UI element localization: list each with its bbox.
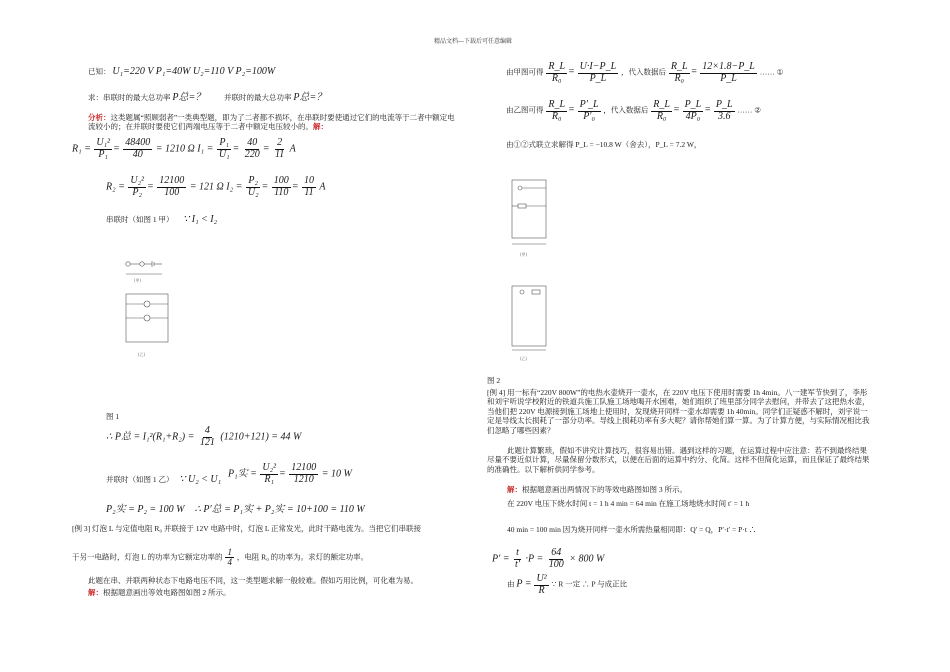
series-label: 串联时（如图 1 甲） xyxy=(106,215,174,224)
eq-ptotal: ∴ P′总 = P₁实 + P₂实 = 10+100 = 110 W xyxy=(194,504,365,515)
example-4-text xyxy=(487,388,873,435)
right-line-1: 由甲图可得 $\frac{R\_L}{\text{R₀}}$ = $\frac{U\cdot I-P\_L}{P\_L}$ ，代入数据后 $\frac{R\_L}{\text{R₀}}$ = $\frac{12\times 1.8-P\_L}{P\_L}$ …… ① xyxy=(506,61,784,84)
parallel-label: 并联时（如图 1 乙） xyxy=(106,475,174,484)
eq-p1-rhs: = 10 W xyxy=(321,468,352,480)
time-line-2: 40 min = 100 min 因为烧开同样一壶水所需热量相同即：Q′ = Q，P′·t′ = P·t ∴ xyxy=(507,525,757,534)
r-line1-b: ，代入数据后 xyxy=(621,67,667,77)
ex3-solution-text: 根据题意画出等效电路图如图 2 所示。 xyxy=(103,588,231,597)
eq-p1-lhs: P₁实 = xyxy=(228,468,257,480)
eq-r2-unit: A xyxy=(319,181,326,193)
frac-rl-r0-a: $\frac{R\_L}{\text{R₀}}$ xyxy=(548,61,566,84)
frac-12100-1210: $\frac{12100}{1210}$ xyxy=(291,462,317,485)
right-line-3: 由①②式联立求解得 P_L = −10.8 W（舍去），P_L = 7.2 W， xyxy=(506,140,702,149)
eq-series-lhs: ∴ P总 = I₁²(R₁+R₂) = xyxy=(106,431,195,443)
example-4-paragraph-2: 此题计算繁琐，假如不讲究计算技巧，很容易出错。遇到这样的习题，在运算过程中应注意：若不到最终结果尽量不要近似计算，尽量保留分数形式，以便在后面的运算中约分、化简。这样不但简化运算，而且保证了最终结果的准确性。以下解析供同学参考。 xyxy=(487,446,870,474)
eq-r1-unit: A xyxy=(289,143,296,155)
ex4-solution-text: 根据题意画出两情况下的等效电路图如图 3 所示。 xyxy=(522,485,687,494)
svg-text:(乙): (乙) xyxy=(520,356,528,361)
frac-p2-u2: $\frac{\text{P₂}}{\text{U₂}}$ xyxy=(247,175,259,198)
frac-rl-r0-d: $\frac{R\_L}{\text{R₀}}$ xyxy=(653,99,670,122)
frac-pl-4p0: $\frac{P\_L}{\text{4P₀}}$ xyxy=(684,99,702,122)
parallel-line xyxy=(106,474,221,487)
frac-12100-100: $\frac{12100}{100}$ xyxy=(159,175,185,198)
example-3-analysis: 此题在串、并联两种状态下电路电压不同，这一类型题求解一般较难。假如巧用比例，可化难为易。 xyxy=(88,576,418,585)
eq-r1-lhs: R₁ = xyxy=(72,143,91,155)
example-3-solution xyxy=(88,588,231,597)
equation-p1-actual: P₁实 = $\frac{\text{U₂²}}{\text{R₁}}$ = $\frac{12100}{1210}$ = 10 W xyxy=(228,462,352,485)
figure-2-caption: 图 2 xyxy=(487,376,501,385)
eq-r2-mid: = 121 Ω I₂ = xyxy=(189,181,243,193)
analysis-text: 这类题属“照顾弱者”一类典型题，即为了二者都不损坏，在串联时要使通过它们的电流等于二者中额定电流较小的；在并联时要使它们两端电压等于二者中额定电压较小的。 xyxy=(88,113,455,132)
frac-u1sq-p1: $\frac{\text{U₁²}}{\text{P₁}}$ xyxy=(96,137,111,160)
frac-data-pl: $\frac{12\times 1.8-P\_L}{P\_L}$ xyxy=(702,61,755,84)
svg-text:(甲): (甲) xyxy=(134,278,142,283)
series-line xyxy=(106,214,217,227)
known-line xyxy=(88,66,275,79)
frac-u2-r: $\frac{\text{U²}}{R}$ xyxy=(536,573,547,596)
svg-text:(甲): (甲) xyxy=(520,252,528,257)
frac-p1-u1: $\frac{\text{P₁}}{\text{U₁}}$ xyxy=(218,137,230,160)
last-line-sym: P = xyxy=(516,578,532,590)
series-condition: ∵ I₁ < I₂ xyxy=(182,214,218,225)
frac-100-110: $\frac{100}{110}$ xyxy=(273,175,289,198)
r-line2-a: 由乙图可得 xyxy=(506,105,544,115)
r-line2-b: ，代入数据后 xyxy=(603,105,649,115)
eq-r2-lhs: R₂ = xyxy=(106,181,125,193)
ask-line xyxy=(88,92,326,105)
time-line-1: 在 220V 电压下烧水时间 t = 1 h 4 min = 64 min 在施工场地烧水时间 t′ = 1 h xyxy=(507,499,750,508)
ex4-solution-label: 解： xyxy=(507,485,522,494)
equation-series-power xyxy=(106,426,301,448)
eq-p2: P₂实 = P₂ = 100 W xyxy=(106,504,185,515)
eq-pprime-rhs: × 800 W xyxy=(569,553,605,565)
ex3-line2-b: ，电阻 R₀ 的功率为。求灯的额定功率。 xyxy=(236,552,369,562)
figure-1-caption: 图 1 xyxy=(106,412,120,421)
equation-p-prime xyxy=(492,548,604,570)
frac-uipl-pl: $\frac{U\cdot I-P\_L}{P\_L}$ xyxy=(579,61,617,84)
figure-1-circuit xyxy=(118,252,188,362)
example-4-solution xyxy=(507,485,687,494)
frac-2-11: $\frac{2}{11}$ xyxy=(275,137,285,160)
ex3-line2-a: 于另一电路时，灯泡 L 的功率为它额定功率的 xyxy=(72,552,223,562)
last-line-b: ∵ R 一定 ∴ P 与成正比 xyxy=(551,579,628,589)
figure-2-circuit xyxy=(508,174,552,364)
example-3-line-2 xyxy=(72,548,368,568)
page-header: 精品文档---下载后可任意编辑 xyxy=(434,39,512,45)
equation-r1: R₁ = $\frac{\text{U₁²}}{\text{P₁}}$ = $\frac{48400}{40}$ = 1210 Ω I₁ = $\frac{\text{P₁}}{\text{U₁}}$ = $\frac{40}{220}$ = $\frac{2}{11}$ A xyxy=(72,137,296,160)
svg-text:(乙): (乙) xyxy=(138,352,146,357)
frac-u2sq-r1: $\frac{\text{U₂²}}{\text{R₁}}$ xyxy=(262,462,277,485)
eq-pprime-lhs: P′ = xyxy=(492,553,510,565)
frac-4-121: $\frac{4}{121}$ xyxy=(199,425,215,448)
ask-text-parallel: 并联时的最大总功率 xyxy=(223,93,292,102)
known-equation: U₁=220 V P₁=40W U₂=110 V P₂=100W xyxy=(112,66,276,77)
right-line-2: 由乙图可得 $\frac{R\_L}{\text{R₀}}$ = $\frac{P'\_L}{\text{P′₀}}$ ，代入数据后 $\frac{R\_L}{\text{R₀}}$ = $\frac{P\_L}{\text{4P₀}}$ = $\frac{P\_L}{3.6}$ …… ② xyxy=(506,99,762,122)
frac-1-4: $\frac{1}{4}$ xyxy=(227,547,232,568)
frac-10-11: $\frac{10}{11}$ xyxy=(304,175,315,198)
frac-40-220: $\frac{40}{220}$ xyxy=(244,137,260,160)
eq-pprime-mid: ·P = xyxy=(525,553,544,565)
r-line1-c: …… ① xyxy=(759,67,784,77)
solution-label: 解： xyxy=(313,122,328,132)
frac-rl-r0-b: $\frac{R\_L}{\text{R₀}}$ xyxy=(670,61,688,84)
frac-u2sq-p2: $\frac{\text{U₂²}}{\text{P₂}}$ xyxy=(130,175,145,198)
eq-r1-mid: = 1210 Ω I₁ = xyxy=(155,143,214,155)
ask-symbol-parallel: P总=？ xyxy=(293,92,327,103)
last-line-a: 由 xyxy=(507,579,515,589)
example-3-line-1: [例 3] 灯泡 L 与定值电阻 R₀ 并联接于 12V 电路中时，灯泡 L 正常发光，此时干路电流为。当把它们串联接 xyxy=(72,524,421,533)
r-line2-c: …… ② xyxy=(737,105,762,115)
frac-plp-p0p: $\frac{P'\_L}{\text{P′₀}}$ xyxy=(579,99,599,122)
equation-p2-and-total xyxy=(106,500,365,515)
ask-text: 求：串联时的最大总功率 xyxy=(88,93,171,102)
frac-t-tprime: $\frac{t}{t'}$ xyxy=(515,547,521,570)
frac-pl-36: $\frac{P\_L}{3.6}$ xyxy=(715,99,733,122)
frac-64-100: $\frac{64}{100}$ xyxy=(548,547,564,570)
ex3-solution-label: 解： xyxy=(88,588,103,597)
frac-rl-r0-c: $\frac{R\_L}{\text{R₀}}$ xyxy=(548,99,566,122)
ex4-body: 用一标有“220V 800W”的电热水壶烧开一壶水，在 220V 电压下使用时需要 1h 4min。八一建军节快到了，李彤和刘宇听说学校附近的铁道兵施工队施工场地喝开水困难，她们组织了班里部分同学去慰问，并带去了这把热水壶，当他们把 220V 电源接到施工场地上使用时，发现烧开同样一壶水却需要 1h 40min。同学们正疑惑不解时，刘宇说一定是导线太长损耗了一部分功率。导线上损耗功率有多大呢？请你帮她们算一算。为了计算方便，与实际情况相比我们忽略了哪些因素？ xyxy=(487,388,870,435)
ask-symbol-series: P总=？ xyxy=(172,92,206,103)
frac-48400-40: $\frac{48400}{40}$ xyxy=(125,137,151,160)
known-label: 已知： xyxy=(88,67,111,76)
last-line xyxy=(507,574,627,596)
equation-r2: R₂ = $\frac{\text{U₂²}}{\text{P₂}}$ = $\frac{12100}{100}$ = 121 Ω I₂ = $\frac{\text{P₂}}{\text{U₂}}$ = $\frac{100}{110}$ = $\frac{10}{11}$ A xyxy=(106,175,326,198)
analysis-label: 分析： xyxy=(88,113,111,122)
analysis-paragraph xyxy=(88,113,460,132)
ex4-label: [例 4] xyxy=(487,388,506,397)
eq-series-rhs: (1210+121) = 44 W xyxy=(220,431,302,443)
parallel-condition: ∵ U₂ < U₁ xyxy=(179,474,222,485)
r-line1-a: 由甲图可得 xyxy=(506,67,544,77)
